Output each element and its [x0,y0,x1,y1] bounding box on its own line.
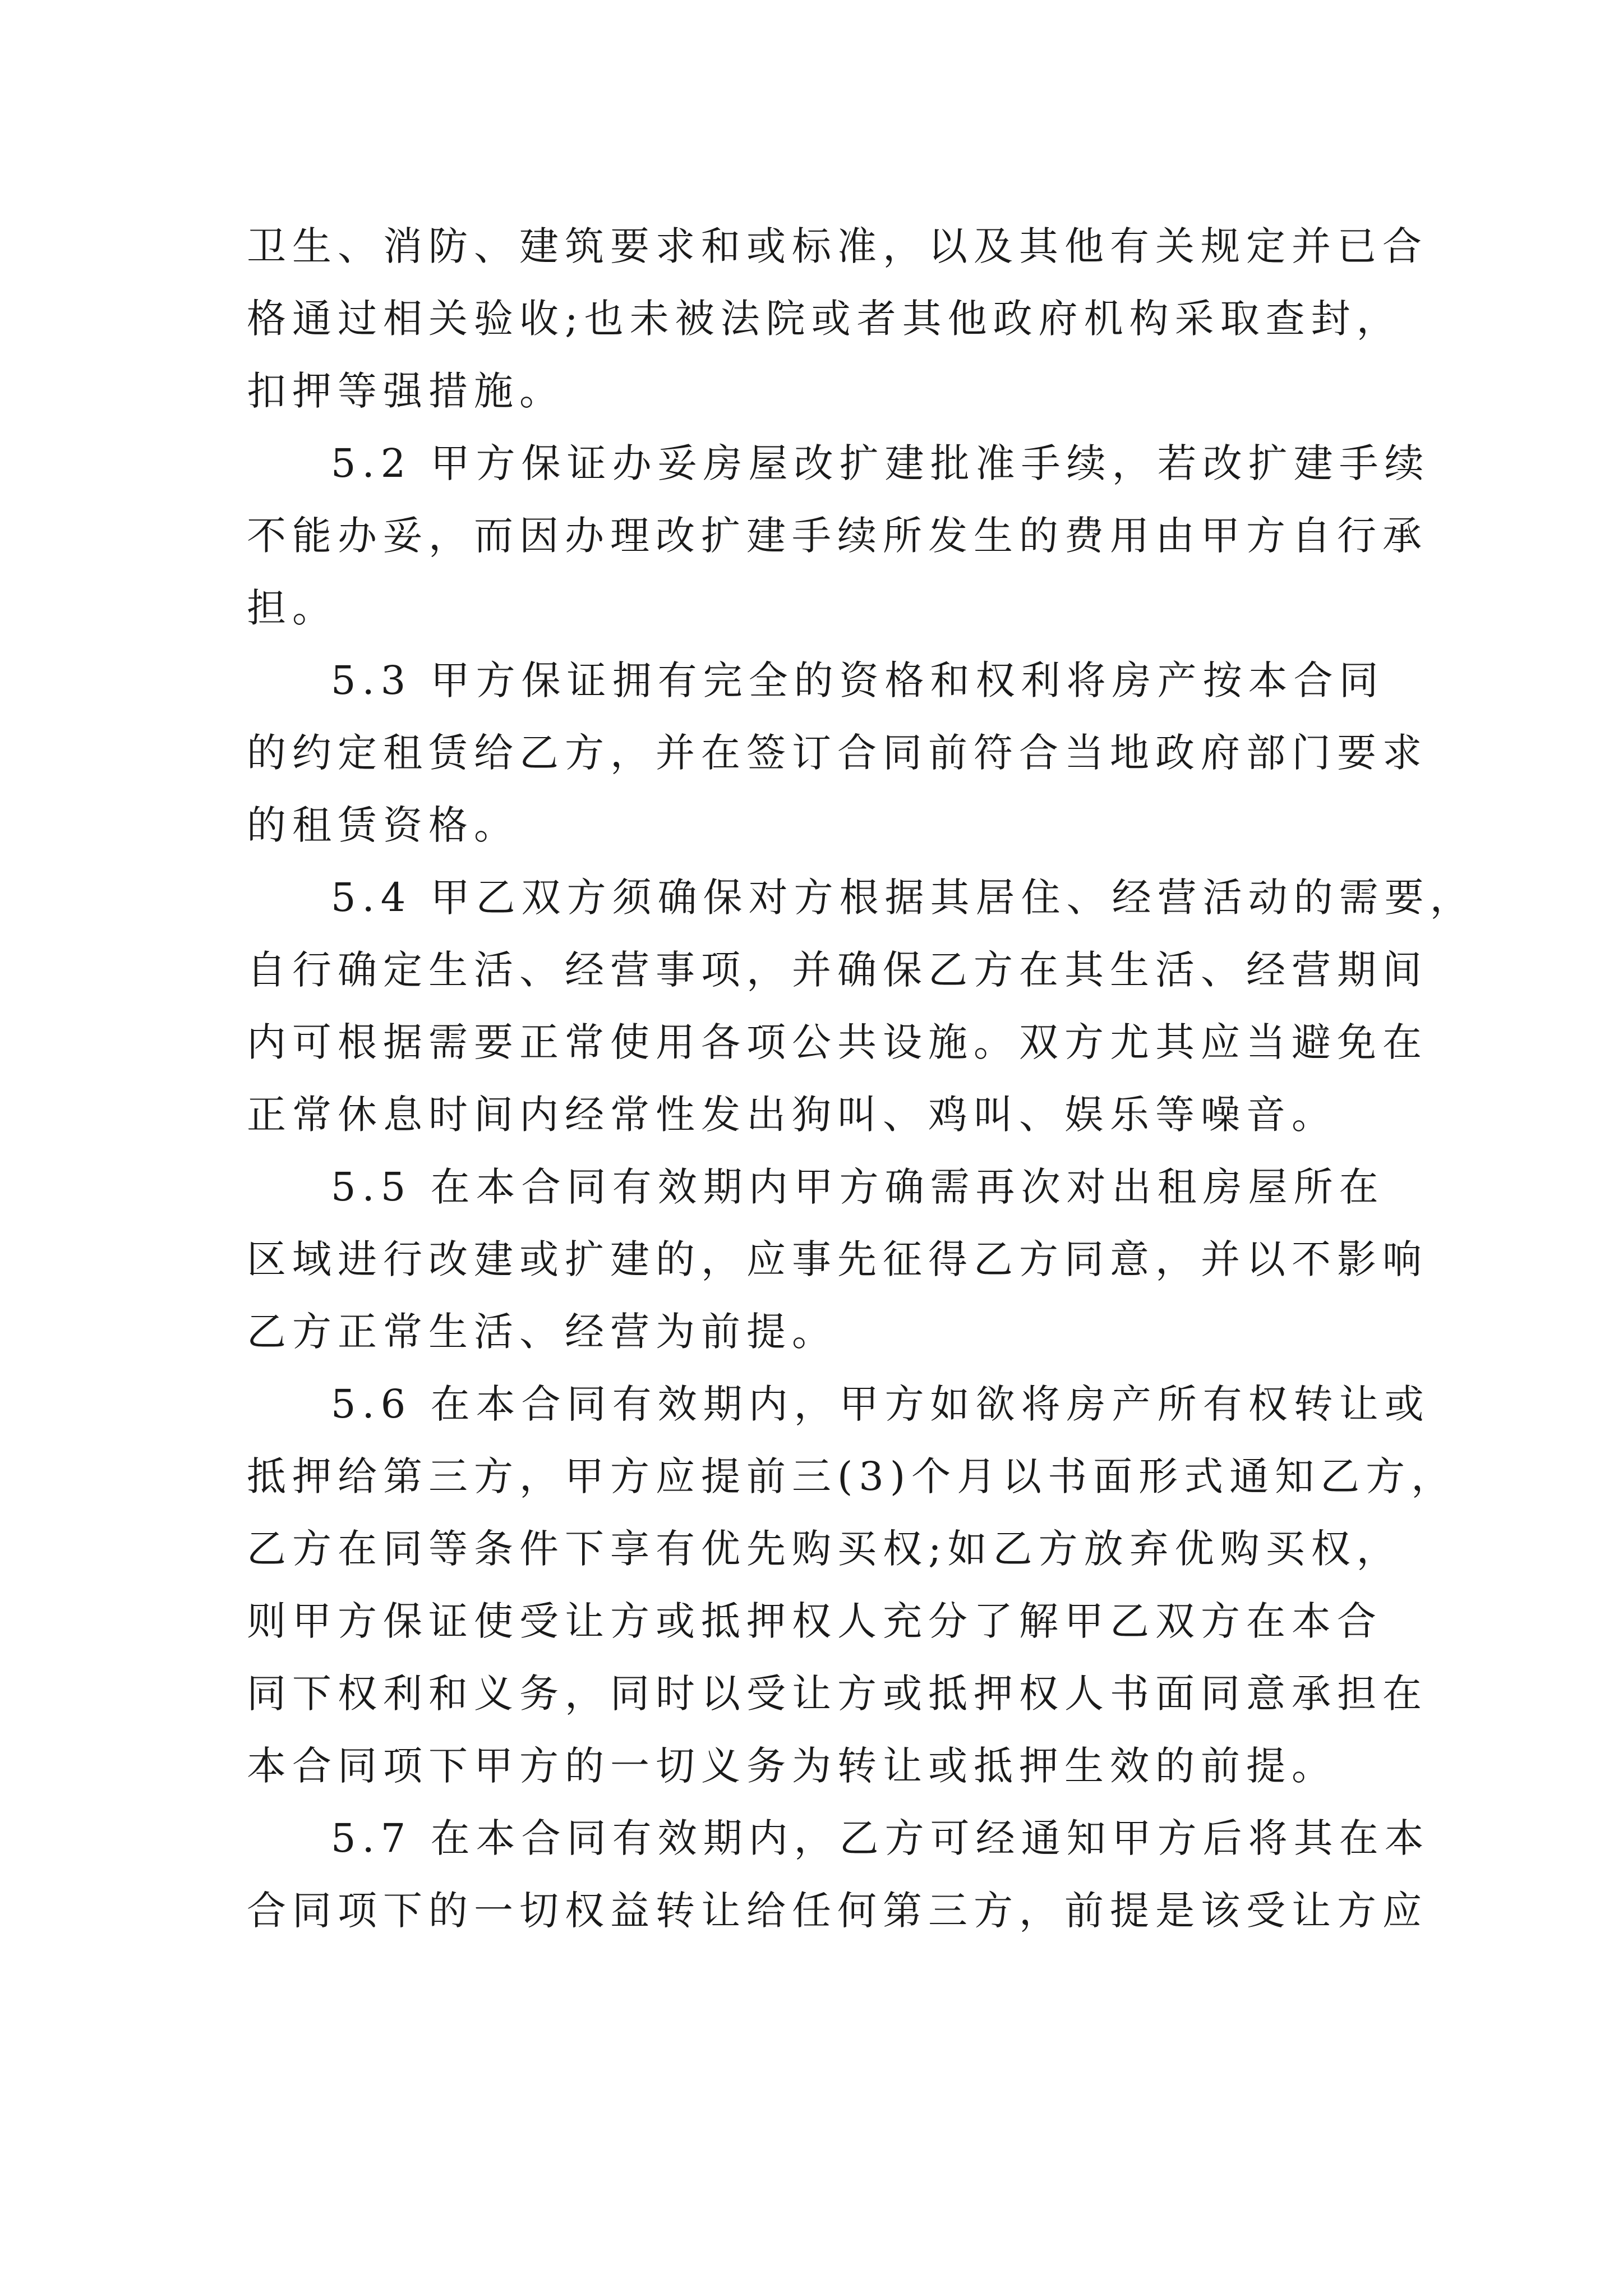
text-line: 则甲方保证使受让方或抵押权人充分了解甲乙双方在本合 [247,1598,1382,1644]
section-5-7-first-line: 5.7 在本合同有效期内，乙方可经通知甲方后将其在本 [331,1815,1430,1861]
text-line: 乙方在同等条件下享有优先购买权;如乙方放弃优购买权， [247,1526,1402,1572]
section-5-4-first-line: 5.4 甲乙双方须确保对方根据其居住、经营活动的需要， [331,875,1476,921]
text-line: 自行确定生活、经营事项，并确保乙方在其生活、经营期间 [247,947,1428,993]
section-5-3-first-line: 5.3 甲方保证拥有完全的资格和权利将房产按本合同 [331,657,1385,703]
text-line: 格通过相关验收;也未被法院或者其他政府机构采取查封， [247,296,1402,342]
text-line: 合同项下的一切权益转让给任何第三方，前提是该受让方应 [247,1888,1428,1934]
text-line: 抵押给第三方，甲方应提前三(3)个月以书面形式通知乙方， [247,1453,1457,1499]
text-line: 区域进行改建或扩建的，应事先征得乙方同意，并以不影响 [247,1236,1428,1282]
text-line: 不能办妥，而因办理改扩建手续所发生的费用由甲方自行承 [247,513,1428,559]
section-5-5-first-line: 5.5 在本合同有效期内甲方确需再次对出租房屋所在 [331,1164,1385,1210]
text-line: 扣押等强措施。 [247,368,565,414]
text-line: 内可根据需要正常使用各项公共设施。双方尤其应当避免在 [247,1019,1428,1065]
text-line: 正常休息时间内经常性发出狗叫、鸡叫、娱乐等噪音。 [247,1092,1337,1138]
text-line: 的约定租赁给乙方，并在签订合同前符合当地政府部门要求 [247,730,1428,776]
section-5-2-first-line: 5.2 甲方保证办妥房屋改扩建批准手续，若改扩建手续 [331,440,1430,486]
section-5-6-first-line: 5.6 在本合同有效期内，甲方如欲将房产所有权转让或 [331,1381,1430,1427]
text-line: 本合同项下甲方的一切义务为转让或抵押生效的前提。 [247,1743,1337,1789]
text-line: 的租赁资格。 [247,802,519,848]
text-line: 同下权利和义务，同时以受让方或抵押权人书面同意承担在 [247,1671,1428,1717]
text-line: 担。 [247,585,338,631]
text-line: 乙方正常生活、经营为前提。 [247,1309,837,1355]
text-line: 卫生、消防、建筑要求和或标准，以及其他有关规定并已合 [247,223,1428,269]
